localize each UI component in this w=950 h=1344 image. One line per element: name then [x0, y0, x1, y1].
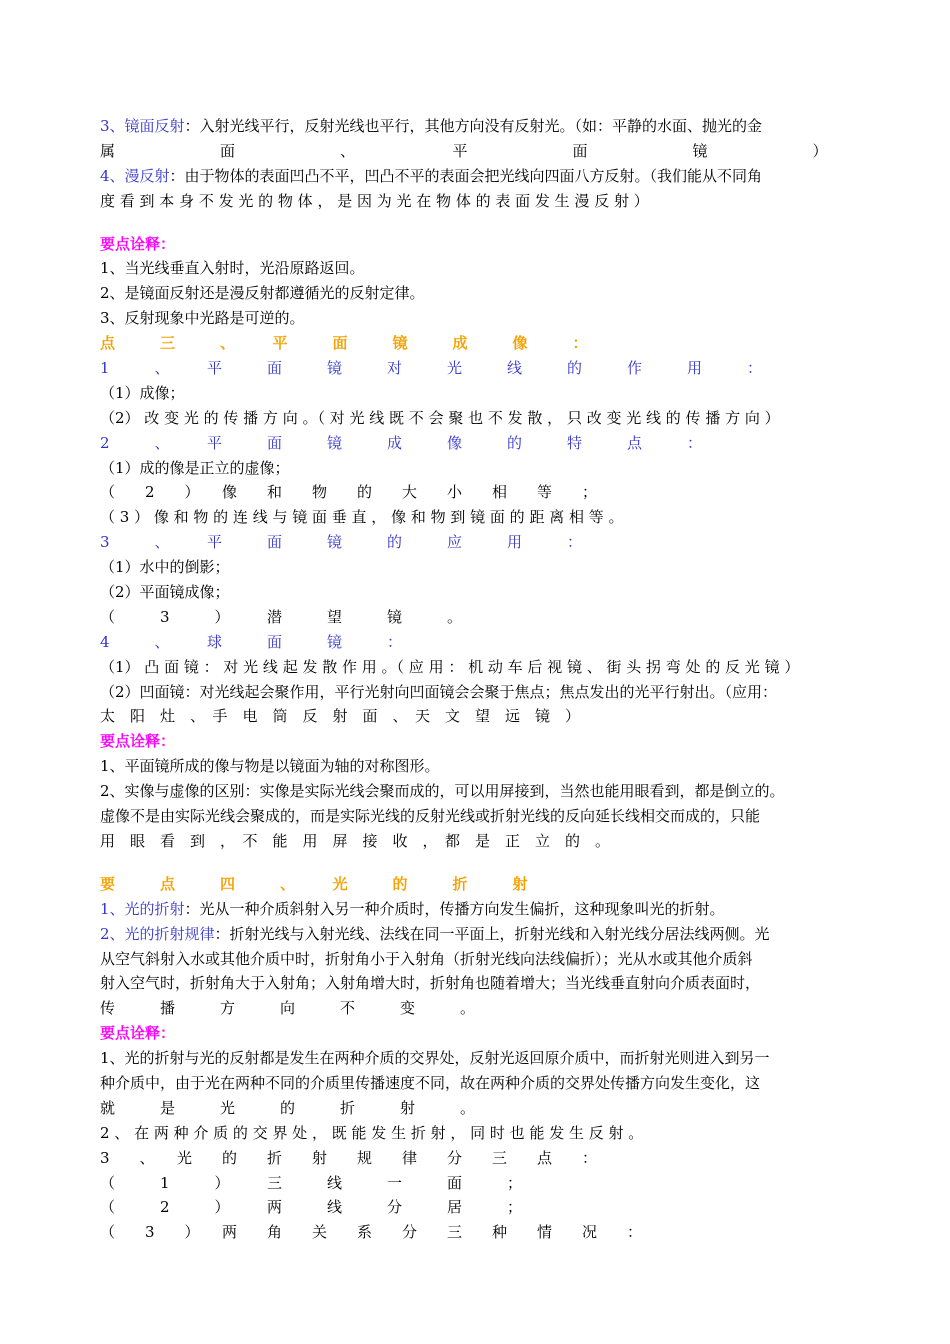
note1-item-3: 3、反射现象中光路是可逆的。 [100, 309, 305, 328]
mirror-reflection-text: ：入射光线平行，反射光线也平行，其他方向没有反射光。（如：平静的水面、抛光的金 [184, 117, 763, 135]
subheading-mirror-features: 2 、 平 面 镜 成 像 的 特 点 ： [100, 433, 703, 452]
mirror-feature-item-1: （1）成的像是正立的虚像； [100, 458, 290, 477]
mirror-application-item-2: （2）平面镜成像； [100, 583, 230, 602]
mirror-feature-item-2: （ 2 ） 像 和 物 的 大 小 相 等 ； [100, 483, 598, 502]
term-mirror-reflection: 3、镜面反射 [100, 117, 185, 135]
mirror-effect-item-2: （2） 改 变 光 的 传 播 方 向 。（ 对 光 线 既 不 会 聚 也 不 发 散 ， 只 改 变 光 线 的 传 播 方 向 ） [100, 408, 780, 427]
refraction-law-text: ：折射光线与入射光线、法线在同一平面上，折射光线和入射光线分居法线两侧。光 [214, 924, 770, 943]
term-diffuse-reflection: 4、漫反射 [100, 166, 170, 185]
note2-item-4: 用 眼 看 到 ， 不 能 用 屏 接 收 ， 都 是 正 立 的 。 [100, 831, 611, 850]
term-refraction-law: 2、光的折射规律 [100, 924, 215, 943]
note1-item-2: 2、是镜面反射还是漫反射都遵循光的反射定律。 [100, 284, 425, 303]
note3-item-2: 种介质中，由于光在两种不同的介质里传播速度不同，故在两种介质的交界处传播方向发生变化，这 [100, 1073, 761, 1092]
note-heading-2: 要点诠释： [100, 732, 176, 751]
refraction-definition-text: ：光从一种介质斜射入另一种介质时，传播方向发生偏折，这种现象叫光的折射。 [184, 899, 725, 918]
spherical-mirror-item-1: （1） 凸 面 镜 ： 对 光 线 起 发 散 作 用 。（ 应 用 ： 机 动 车 后 视 镜 、 街 头 拐 弯 处 的 反 光 镜 ） [100, 657, 800, 676]
subheading-spherical-mirror: 4 、 球 面 镜 ： [100, 632, 403, 651]
section-heading-mirror: 点 三 、 平 面 镜 成 像 ： [100, 334, 588, 353]
document-page [100, 114, 852, 1245]
note-heading-1: 要点诠释： [100, 234, 176, 253]
mirror-application-item-3: （ 3 ） 潜 望 镜 。 [100, 607, 463, 626]
spacer [100, 854, 852, 872]
diffuse-reflection-text: ：由于物体的表面凹凸不平，凹凸不平的表面会把光线向四面八方反射。（我们能从不同角 [169, 166, 763, 185]
spacer [100, 214, 852, 232]
spherical-mirror-item-3: 太 阳 灶 、 手 电 筒 反 射 面 、 天 文 望 远 镜 ） [100, 707, 581, 726]
mirror-effect-item-1: （1）成像； [100, 383, 185, 402]
note3-item-8: （ 3 ） 两 角 关 系 分 三 种 情 况 ： [100, 1223, 643, 1242]
note2-item-2: 2、实像与虚像的区别：实像是实际光线会聚而成的，可以用屏接到，当然也能用眼看到，都是倒立的。 [100, 782, 785, 801]
diffuse-reflection-line [100, 164, 852, 189]
spherical-mirror-item-2: （2）凹面镜：对光线起会聚作用，平行光射向凹面镜会会聚于焦点；焦点发出的光平行射出。（应用： [100, 682, 778, 701]
note3-item-4: 2 、 在 两 种 介 质 的 交 界 处 ， 既 能 发 生 折 射 ， 同 时 也 能 发 生 反 射 。 [100, 1123, 644, 1142]
refraction-law-line-2: 从空气斜射入水或其他介质中时，折射角小于入射角（折射光线向法线偏折）；光从水或其他介质斜 [100, 949, 753, 968]
note3-item-5: 3 、 光 的 折 射 规 律 分 三 点 ： [100, 1148, 598, 1167]
note1-item-1: 1、当光线垂直入射时，光沿原路返回。 [100, 259, 365, 278]
note2-item-3: 虚像不是由实际光线会聚成的，而是实际光线的反射光线或折射光线的反向延长线相交而成的，只能 [100, 807, 761, 826]
refraction-law-line [100, 922, 852, 947]
note-heading-3: 要点诠释： [100, 1024, 176, 1043]
note2-item-1: 1、平面镜所成的像与物是以镜面为轴的对称图形。 [100, 757, 440, 776]
note3-item-6: （ 1 ） 三 线 一 面 ； [100, 1173, 523, 1192]
mirror-reflection-line [100, 114, 852, 139]
refraction-definition-line [100, 897, 852, 922]
diffuse-reflection-line-2: 度 看 到 本 身 不 发 光 的 物 体 ， 是 因 为 光 在 物 体 的 表 面 发 生 漫 反 射 ） [100, 191, 649, 210]
refraction-law-line-3: 射入空气时，折射角大于入射角；入射角增大时，折射角也随着增大；当光线垂直射向介质表面时， [100, 974, 761, 993]
mirror-feature-item-3: （ 3 ） 像 和 物 的 连 线 与 镜 面 垂 直 ， 像 和 物 到 镜 面 的 距 离 相 等 。 [100, 508, 624, 527]
subheading-mirror-applications: 3 、 平 面 镜 的 应 用 ： [100, 533, 583, 552]
note3-item-3: 就 是 光 的 折 射 。 [100, 1098, 476, 1117]
section-heading-refraction: 要 点 四 、 光 的 折 射 [100, 874, 528, 893]
subheading-mirror-effect: 1 、 平 面 镜 对 光 线 的 作 用 ： [100, 359, 763, 378]
refraction-law-line-4: 传 播 方 向 不 变 。 [100, 999, 476, 1018]
term-refraction: 1、光的折射 [100, 899, 185, 918]
mirror-reflection-line-2: 属 面 、 平 面 镜 ） [100, 141, 828, 160]
note3-item-1: 1、光的折射与光的反射都是发生在两种介质的交界处，反射光返回原介质中，而折射光则进入到另一 [100, 1049, 770, 1068]
note3-item-7: （ 2 ） 两 线 分 居 ； [100, 1198, 523, 1217]
mirror-application-item-1: （1）水中的倒影； [100, 558, 230, 577]
